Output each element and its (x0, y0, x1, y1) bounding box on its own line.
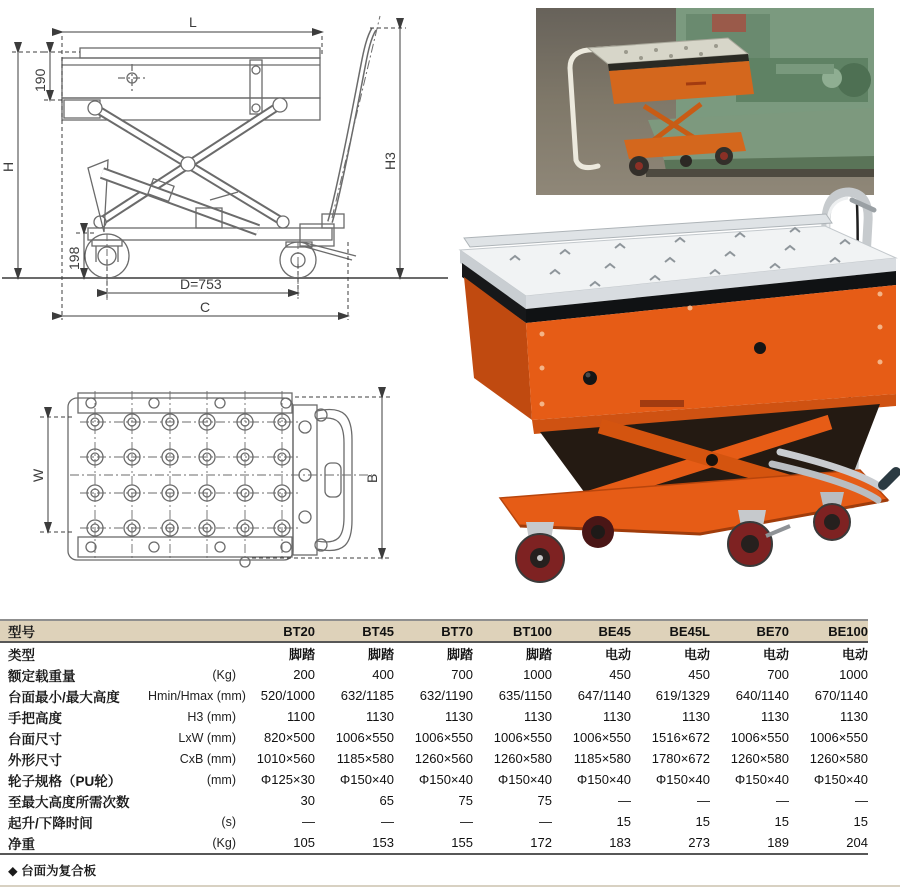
spec-cell: 1185×580 (336, 751, 394, 766)
spec-row (0, 706, 868, 727)
top-view-drawing (30, 385, 410, 580)
application-photo (536, 8, 874, 195)
spec-row-label: 手把高度 (8, 710, 62, 726)
spec-row-unit (148, 642, 236, 664)
spec-cell: 电动 (604, 647, 631, 662)
spec-cell: 1260×580 (730, 751, 789, 766)
spec-cell: — (302, 814, 315, 829)
spec-row-unit: (mm) (206, 772, 236, 787)
spec-row-unit: LxW (mm) (178, 730, 236, 745)
spec-cell: Φ150×40 (418, 772, 473, 787)
spec-row (0, 832, 868, 854)
handle-side (322, 16, 380, 228)
spec-row-label: 净重 (0, 832, 148, 854)
spec-row (0, 769, 868, 790)
bottom-rail (78, 537, 292, 557)
dim-label-D: D=753 (180, 276, 222, 292)
spec-cell: 1130 (603, 709, 631, 724)
spec-cell: Φ125×30 (260, 772, 315, 787)
spec-cell: 153 (315, 832, 394, 854)
spec-row-label: 外形尺寸 (8, 752, 62, 768)
model-name: BT45 (362, 623, 394, 639)
spec-cell: Φ150×40 (655, 772, 710, 787)
spec-cell: Φ150×40 (813, 772, 868, 787)
spec-row-label: 至最大高度所需次数 (8, 794, 130, 810)
spec-cell: 1000 (523, 667, 552, 682)
handle-top-view (293, 405, 352, 555)
spec-table-body (0, 642, 868, 854)
spec-cell: 400 (372, 667, 394, 682)
spec-cell: Φ150×40 (576, 772, 631, 787)
spec-cell: 647/1140 (577, 688, 631, 703)
spec-cell: 30 (300, 793, 315, 808)
spec-row-label: 类型 (8, 647, 35, 663)
model-name: BE45L (669, 623, 710, 639)
spec-cell: 632/1190 (419, 688, 473, 703)
spec-row-label: 额定载重量 (8, 668, 76, 684)
product-photo (440, 182, 900, 618)
spec-cell: 脚踏 (446, 647, 473, 662)
spec-cell: 1185×580 (573, 751, 631, 766)
dim-L (62, 32, 322, 150)
spec-cell: 1260×580 (809, 751, 868, 766)
spec-cell: 200 (293, 667, 315, 682)
spec-cell: 635/1150 (498, 688, 552, 703)
spec-cell: Φ150×40 (734, 772, 789, 787)
spec-cell: 1130 (366, 709, 394, 724)
spec-cell: 155 (394, 832, 473, 854)
spec-cell: 273 (631, 832, 710, 854)
spec-cell: 脚踏 (367, 647, 394, 662)
model-name: BT70 (441, 623, 473, 639)
spec-cell: 15 (616, 814, 631, 829)
spec-cell: 1130 (761, 709, 789, 724)
dim-label-B: B (364, 473, 380, 483)
spec-row-unit: H3 (mm) (187, 709, 236, 724)
spec-cell: 1010×560 (256, 751, 315, 766)
spec-cell: 520/1000 (260, 688, 315, 703)
spec-cell: 700 (767, 667, 789, 682)
spec-row (0, 642, 868, 664)
side-view-drawing (0, 10, 450, 340)
spec-cell: 1000 (839, 667, 868, 682)
spec-cell: — (618, 793, 631, 808)
spec-row (0, 748, 868, 769)
spec-cell: 1260×560 (414, 751, 473, 766)
spec-row-unit: (Kg) (212, 667, 236, 682)
spec-cell: 75 (537, 793, 552, 808)
spec-cell: 1260×580 (493, 751, 552, 766)
spec-cell: 1130 (524, 709, 552, 724)
spec-row (0, 685, 868, 706)
spec-cell: 1130 (840, 709, 868, 724)
spec-cell: 1006×550 (572, 730, 631, 745)
model-header-label: 型号 (8, 625, 35, 640)
model-name: BE100 (828, 623, 868, 639)
spec-table-section (0, 619, 900, 887)
spec-cell: 172 (473, 832, 552, 854)
dim-label-W: W (30, 468, 46, 482)
spec-cell: 450 (688, 667, 710, 682)
spec-cell: — (381, 814, 394, 829)
dim-label-H: H (0, 161, 16, 172)
spec-cell: 1130 (445, 709, 473, 724)
spec-cell: — (539, 814, 552, 829)
spec-cell: 1130 (682, 709, 710, 724)
spec-cell: 450 (609, 667, 631, 682)
spec-cell: 619/1329 (655, 688, 710, 703)
spec-row-unit: Hmin/Hmax (mm) (148, 688, 246, 703)
dim-label-C: C (200, 299, 211, 315)
spec-row-label: 轮子规格（PU轮） (8, 773, 122, 789)
spec-cell: 65 (379, 793, 394, 808)
spec-row-label: 台面最小/最大高度 (8, 689, 120, 705)
spec-cell: 脚踏 (288, 647, 315, 662)
spec-cell: 75 (458, 793, 473, 808)
spec-cell: 1006×550 (335, 730, 394, 745)
unit-header (148, 620, 236, 642)
spec-cell: 电动 (841, 647, 868, 662)
top-rail (78, 393, 292, 413)
spec-row-unit: (s) (221, 814, 236, 829)
table-footnote: ◆ 台面为复合板 (0, 859, 900, 887)
spec-header-row (0, 620, 868, 642)
spec-cell: — (460, 814, 473, 829)
spec-cell: 700 (451, 667, 473, 682)
dim-label-190: 190 (32, 68, 48, 92)
spec-cell: 1006×550 (414, 730, 473, 745)
spec-row (0, 790, 868, 811)
spec-cell: 1516×672 (651, 730, 710, 745)
spec-cell: — (855, 793, 868, 808)
spec-row-label: 台面尺寸 (8, 731, 62, 747)
spec-cell: 670/1140 (814, 688, 868, 703)
spec-cell: 189 (710, 832, 789, 854)
caster-brake (766, 526, 790, 536)
spec-cell: 1780×672 (651, 751, 710, 766)
spec-row-label: 起升/下降时间 (8, 815, 93, 831)
spec-cell: 1006×550 (493, 730, 552, 745)
spec-cell: 15 (853, 814, 868, 829)
spec-row (0, 664, 868, 685)
spec-cell: 105 (236, 832, 315, 854)
dim-label-198: 198 (66, 246, 82, 270)
dim-label-L: L (189, 14, 197, 30)
rail-rivets (86, 398, 291, 567)
brand-label (640, 400, 684, 407)
spec-row-unit: CxB (mm) (179, 751, 236, 766)
spec-cell: Φ150×40 (339, 772, 394, 787)
spec-cell: 1100 (287, 709, 315, 724)
spec-cell: 640/1140 (735, 688, 789, 703)
spec-cell: 183 (552, 832, 631, 854)
spec-cell: — (697, 793, 710, 808)
spec-table (0, 619, 868, 855)
spec-cell: 820×500 (264, 730, 315, 745)
spec-row (0, 811, 868, 832)
spec-cell: Φ150×40 (497, 772, 552, 787)
spec-cell: 脚踏 (525, 647, 552, 662)
model-name: BT100 (512, 623, 552, 639)
spec-row-unit: (Kg) (148, 832, 236, 854)
spec-cell: — (776, 793, 789, 808)
spec-cell: 204 (789, 832, 868, 854)
spec-row (0, 727, 868, 748)
spec-cell: 电动 (683, 647, 710, 662)
model-name: BT20 (283, 623, 315, 639)
model-name: BE45 (598, 623, 631, 639)
spec-cell: 1006×550 (730, 730, 789, 745)
spec-cell: 电动 (762, 647, 789, 662)
dim-label-H3: H3 (382, 152, 398, 170)
spec-row-unit (148, 790, 236, 811)
spec-cell: 632/1185 (340, 688, 394, 703)
model-name: BE70 (756, 623, 789, 639)
spec-cell: 1006×550 (809, 730, 868, 745)
spec-cell: 15 (695, 814, 710, 829)
spec-cell: 15 (774, 814, 789, 829)
